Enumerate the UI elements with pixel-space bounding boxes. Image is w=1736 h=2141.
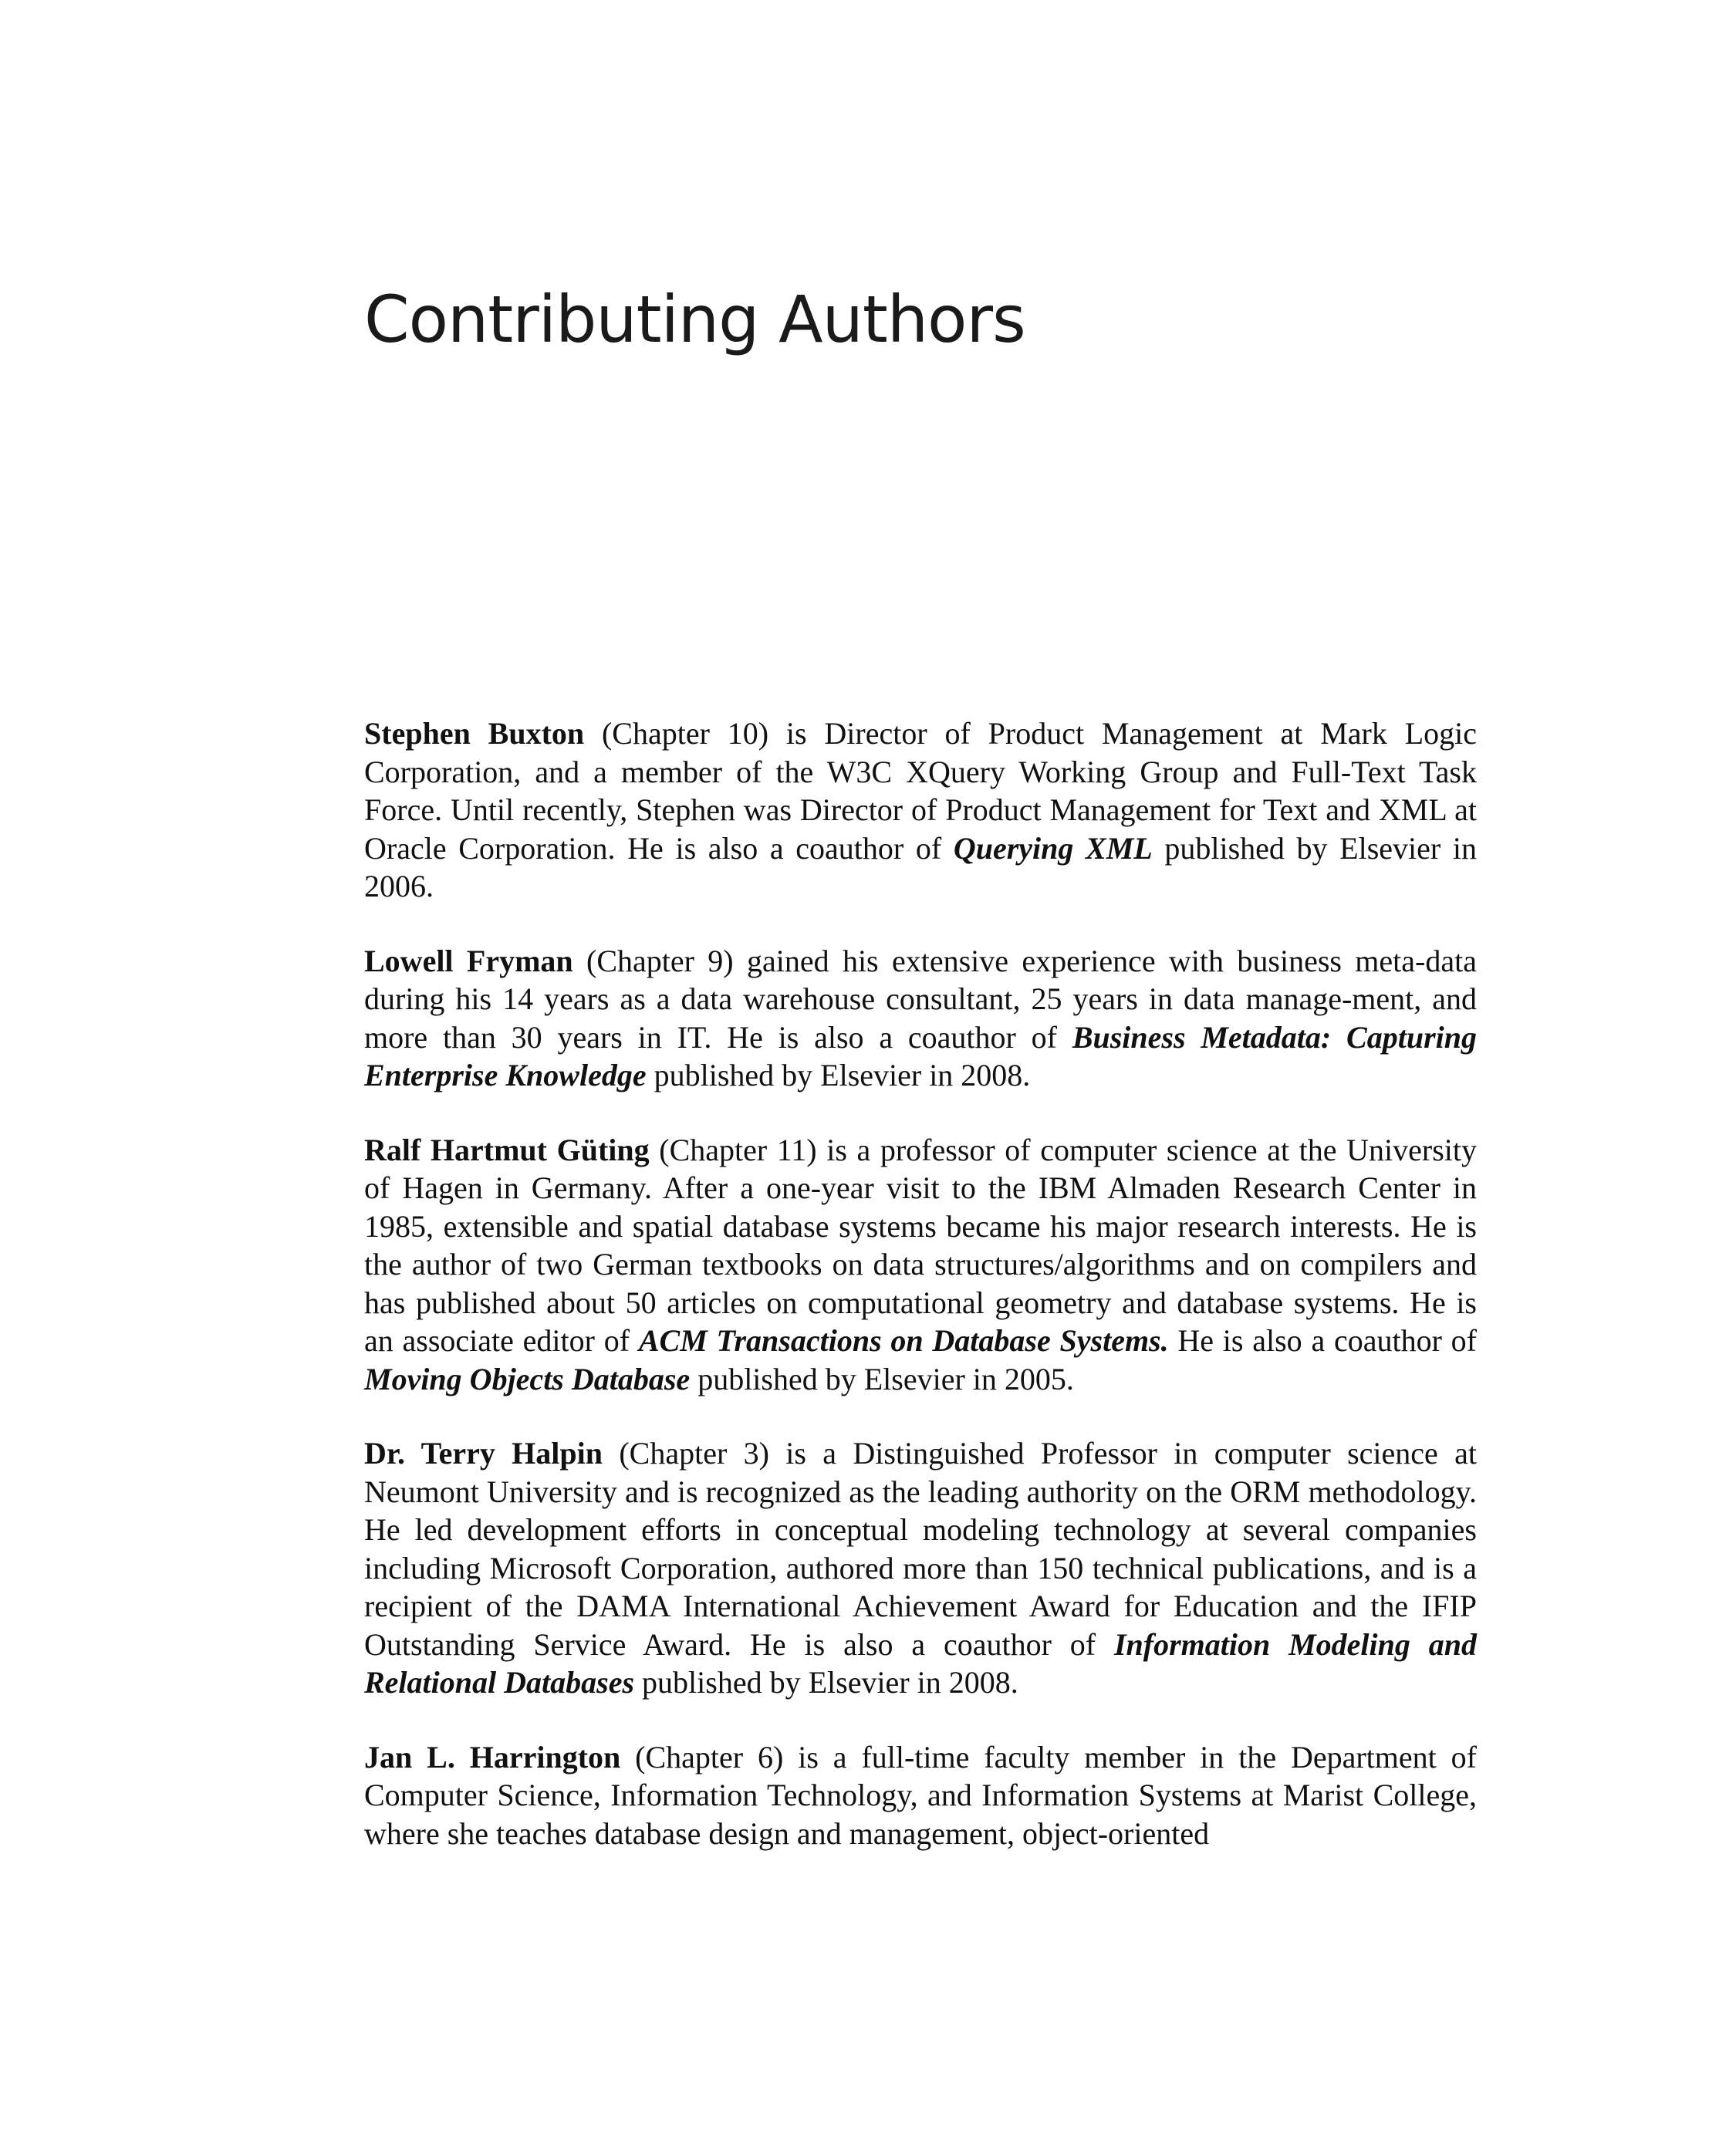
page-title: Contributing Authors xyxy=(364,282,1025,357)
bio-text: (Chapter 6) is a full-time faculty member in the Department of Computer Science, Information Technology, and Information Systems at Marist College, where she teaches database design and management, object-oriented xyxy=(364,1739,1477,1851)
author-name: Lowell Fryman xyxy=(364,943,573,978)
author-entry xyxy=(364,1131,1477,1399)
book-title: Business Metadata: Capturing Enterprise Knowledge xyxy=(364,1019,1477,1092)
bio-text: published by Elsevier in 2008. xyxy=(634,1665,1018,1700)
bio-text: (Chapter 11) is a professor of computer science at the University of Hagen in Germany. After a one-year visit to the IBM Almaden Research Center in 1985, extensible and spatial database systems became his major research interests. He is the author of two German textbooks on data structures/algorithms and on compilers and has published about 50 articles on computational geometry and database systems. He is an associate editor of xyxy=(364,1132,1477,1358)
author-entry xyxy=(364,942,1477,1095)
author-entry xyxy=(364,1434,1477,1702)
bio-text: (Chapter 3) is a Distinguished Professor in computer science at Neumont University and is recognized as the leading authority on the ORM methodology. He led development efforts in conceptual modeling technology at several companies including Microsoft Corporation, authored more than 150 technical publications, and is a recipient of the DAMA International Achievement Award for Education and the IFIP Outstanding Service Award. He is also a coauthor of xyxy=(364,1436,1477,1662)
bio-text: He is also a coauthor of xyxy=(1168,1323,1477,1358)
bio-text: published by Elsevier in 2006. xyxy=(364,830,1477,903)
book-title: ACM Transactions on Database Systems. xyxy=(638,1323,1169,1358)
bio-text: published by Elsevier in 2008. xyxy=(646,1058,1031,1092)
bio-text: (Chapter 10) is Director of Product Management at Mark Logic Corporation, and a member of the W3C XQuery Working Group and Full-Text Task Force. Until recently, Stephen was Director of Product Management for Text and XML at Oracle Corporation. He is also a coauthor of xyxy=(364,716,1477,866)
book-title: Querying XML xyxy=(953,830,1153,866)
bio-text: (Chapter 9) gained his extensive experience with business meta-data during his 14 years as a data warehouse consultant, 25 years in data manage-ment, and more than 30 years in IT. He is also a coauthor of xyxy=(364,943,1477,1055)
author-name: Jan L. Harrington xyxy=(364,1739,621,1775)
bio-text: published by Elsevier in 2005. xyxy=(690,1361,1074,1396)
book-title: Moving Objects Database xyxy=(364,1361,691,1396)
author-name: Ralf Hartmut Güting xyxy=(364,1132,650,1167)
author-entry xyxy=(364,1738,1477,1853)
author-entries xyxy=(364,714,1477,1889)
author-entry xyxy=(364,714,1477,906)
author-name: Stephen Buxton xyxy=(364,716,585,751)
book-title: Information Modeling and Relational Databases xyxy=(364,1626,1477,1700)
author-name: Dr. Terry Halpin xyxy=(364,1436,603,1471)
